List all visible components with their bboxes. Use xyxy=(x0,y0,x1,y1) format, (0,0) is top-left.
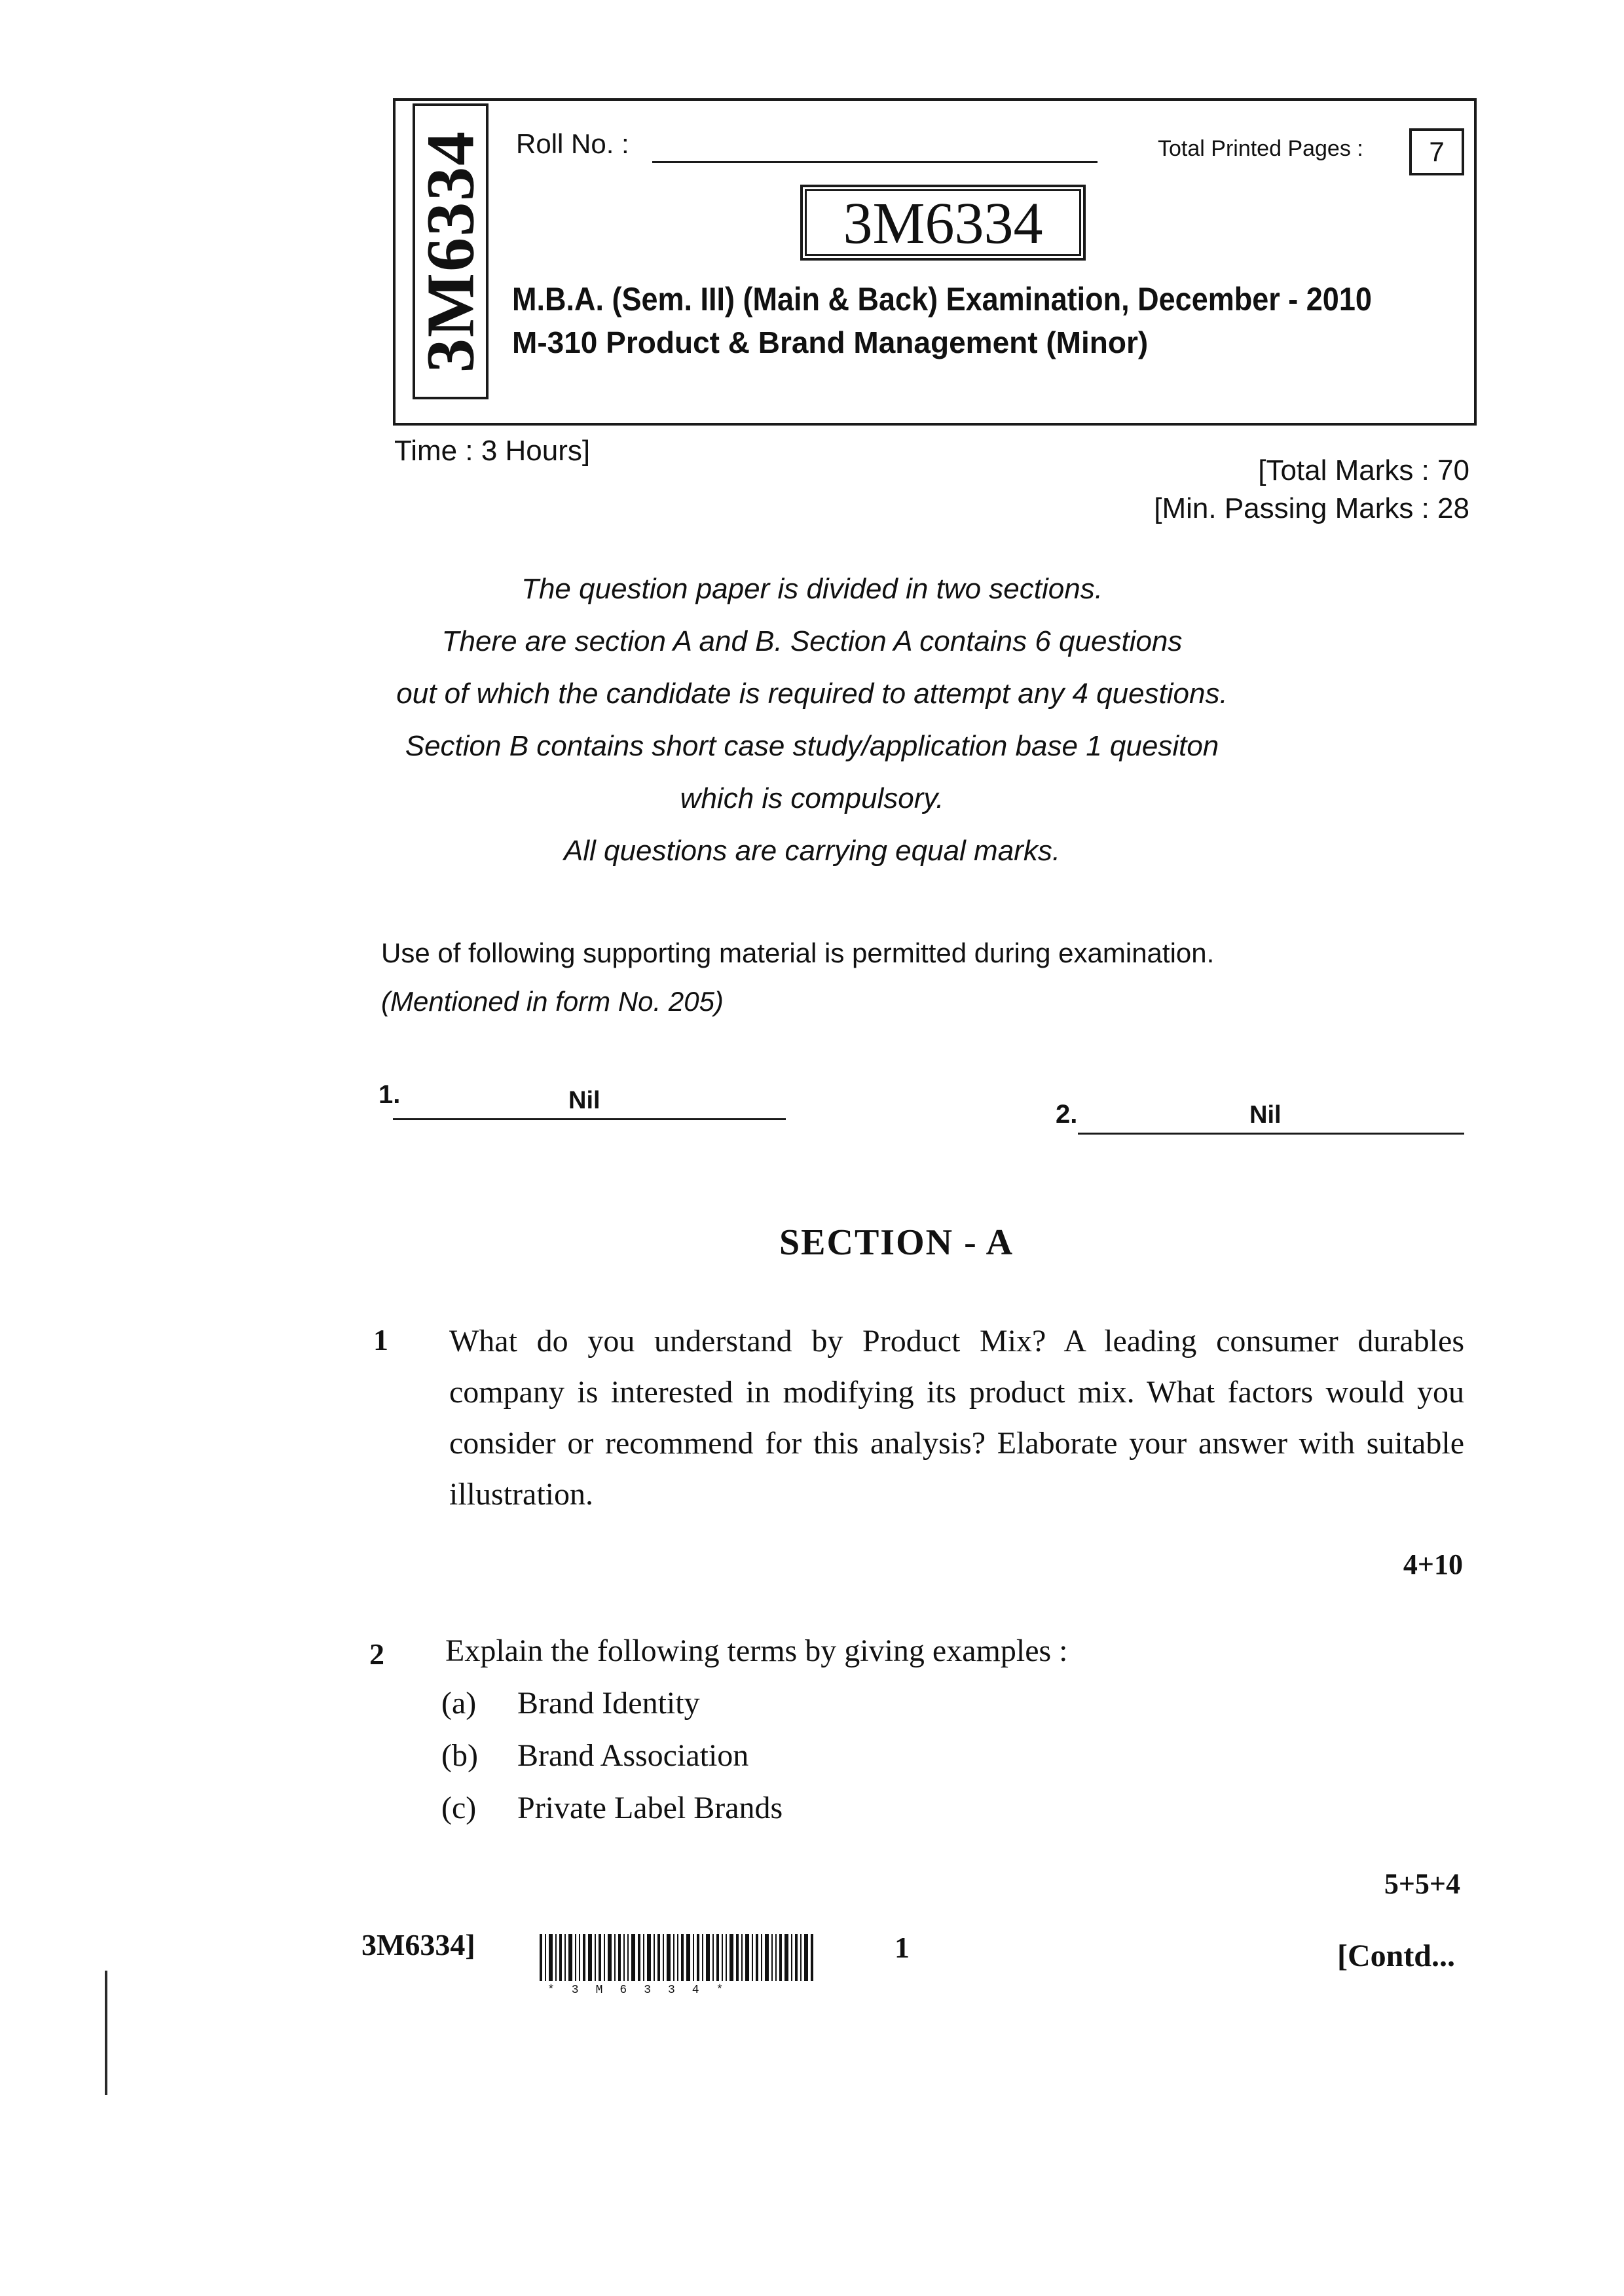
material-1-value: Nil xyxy=(568,1087,600,1114)
instruction-line: out of which the candidate is required to attempt any 4 questions. xyxy=(396,678,1228,710)
sub-question-label: (b) xyxy=(441,1738,478,1773)
barcode-icon xyxy=(540,1934,815,1981)
margin-mark xyxy=(105,1971,107,2095)
instruction-line: The question paper is divided in two sections. xyxy=(521,573,1103,605)
question-text: Explain the following terms by giving examples : xyxy=(445,1633,1068,1668)
sub-question-text: Brand Identity xyxy=(517,1686,700,1721)
sub-question-label: (a) xyxy=(441,1686,477,1721)
supporting-material-text: Use of following supporting material is permitted during examination. xyxy=(381,938,1215,968)
supporting-material-note: (Mentioned in form No. 205) xyxy=(381,986,724,1017)
sub-question-label: (c) xyxy=(441,1791,477,1825)
question-number: 2 xyxy=(369,1637,384,1671)
question-number: 1 xyxy=(373,1323,388,1357)
roll-number-label: Roll No. : xyxy=(516,128,629,159)
instruction-line: There are section A and B. Section A contains 6 questions xyxy=(441,625,1183,657)
material-2-number: 2. xyxy=(1056,1100,1078,1129)
page-number: 1 xyxy=(895,1931,910,1964)
total-marks: [Total Marks : 70 xyxy=(1258,454,1469,486)
question-marks: 4+10 xyxy=(1403,1548,1463,1580)
paper-code: 3M6334 xyxy=(805,189,1081,256)
section-heading: SECTION - A xyxy=(779,1222,1014,1263)
material-1-blank xyxy=(393,1118,786,1120)
instruction-line: Section B contains short case study/application base 1 quesiton xyxy=(405,730,1219,762)
material-2-value: Nil xyxy=(1249,1101,1282,1129)
paper-code-box xyxy=(800,185,1086,261)
footer-paper-code: 3M6334] xyxy=(361,1928,475,1961)
material-1-number: 1. xyxy=(378,1080,401,1109)
instructions xyxy=(341,563,1283,877)
continued-marker: [Contd... xyxy=(1337,1939,1455,1973)
instruction-line: which is compulsory. xyxy=(680,782,944,814)
exam-title: M.B.A. (Sem. III) (Main & Back) Examination, December - 2010 xyxy=(512,281,1372,318)
sub-question-text: Brand Association xyxy=(517,1738,749,1773)
question-marks: 5+5+4 xyxy=(1384,1868,1460,1900)
barcode-caption: *3M6334* xyxy=(547,1984,741,1997)
total-pages-label: Total Printed Pages : xyxy=(1158,136,1363,161)
instruction-line: All questions are carrying equal marks. xyxy=(563,835,1061,867)
time-allowed: Time : 3 Hours] xyxy=(394,435,591,467)
roll-number-blank xyxy=(652,161,1098,163)
material-2-blank xyxy=(1078,1133,1464,1135)
course-title: M-310 Product & Brand Management (Minor) xyxy=(512,325,1149,359)
side-paper-code: 3M6334 xyxy=(413,130,489,373)
question-text: What do you understand by Product Mix? A leading consumer durables company is interested in modifying its product mix. What factors would you consider or recommend for this analysis? Elaborate your answer with suitable illustration. xyxy=(449,1324,1464,1512)
total-pages-value: 7 xyxy=(1409,128,1464,175)
min-passing-marks: [Min. Passing Marks : 28 xyxy=(1154,492,1469,524)
sub-question-text: Private Label Brands xyxy=(517,1791,783,1825)
